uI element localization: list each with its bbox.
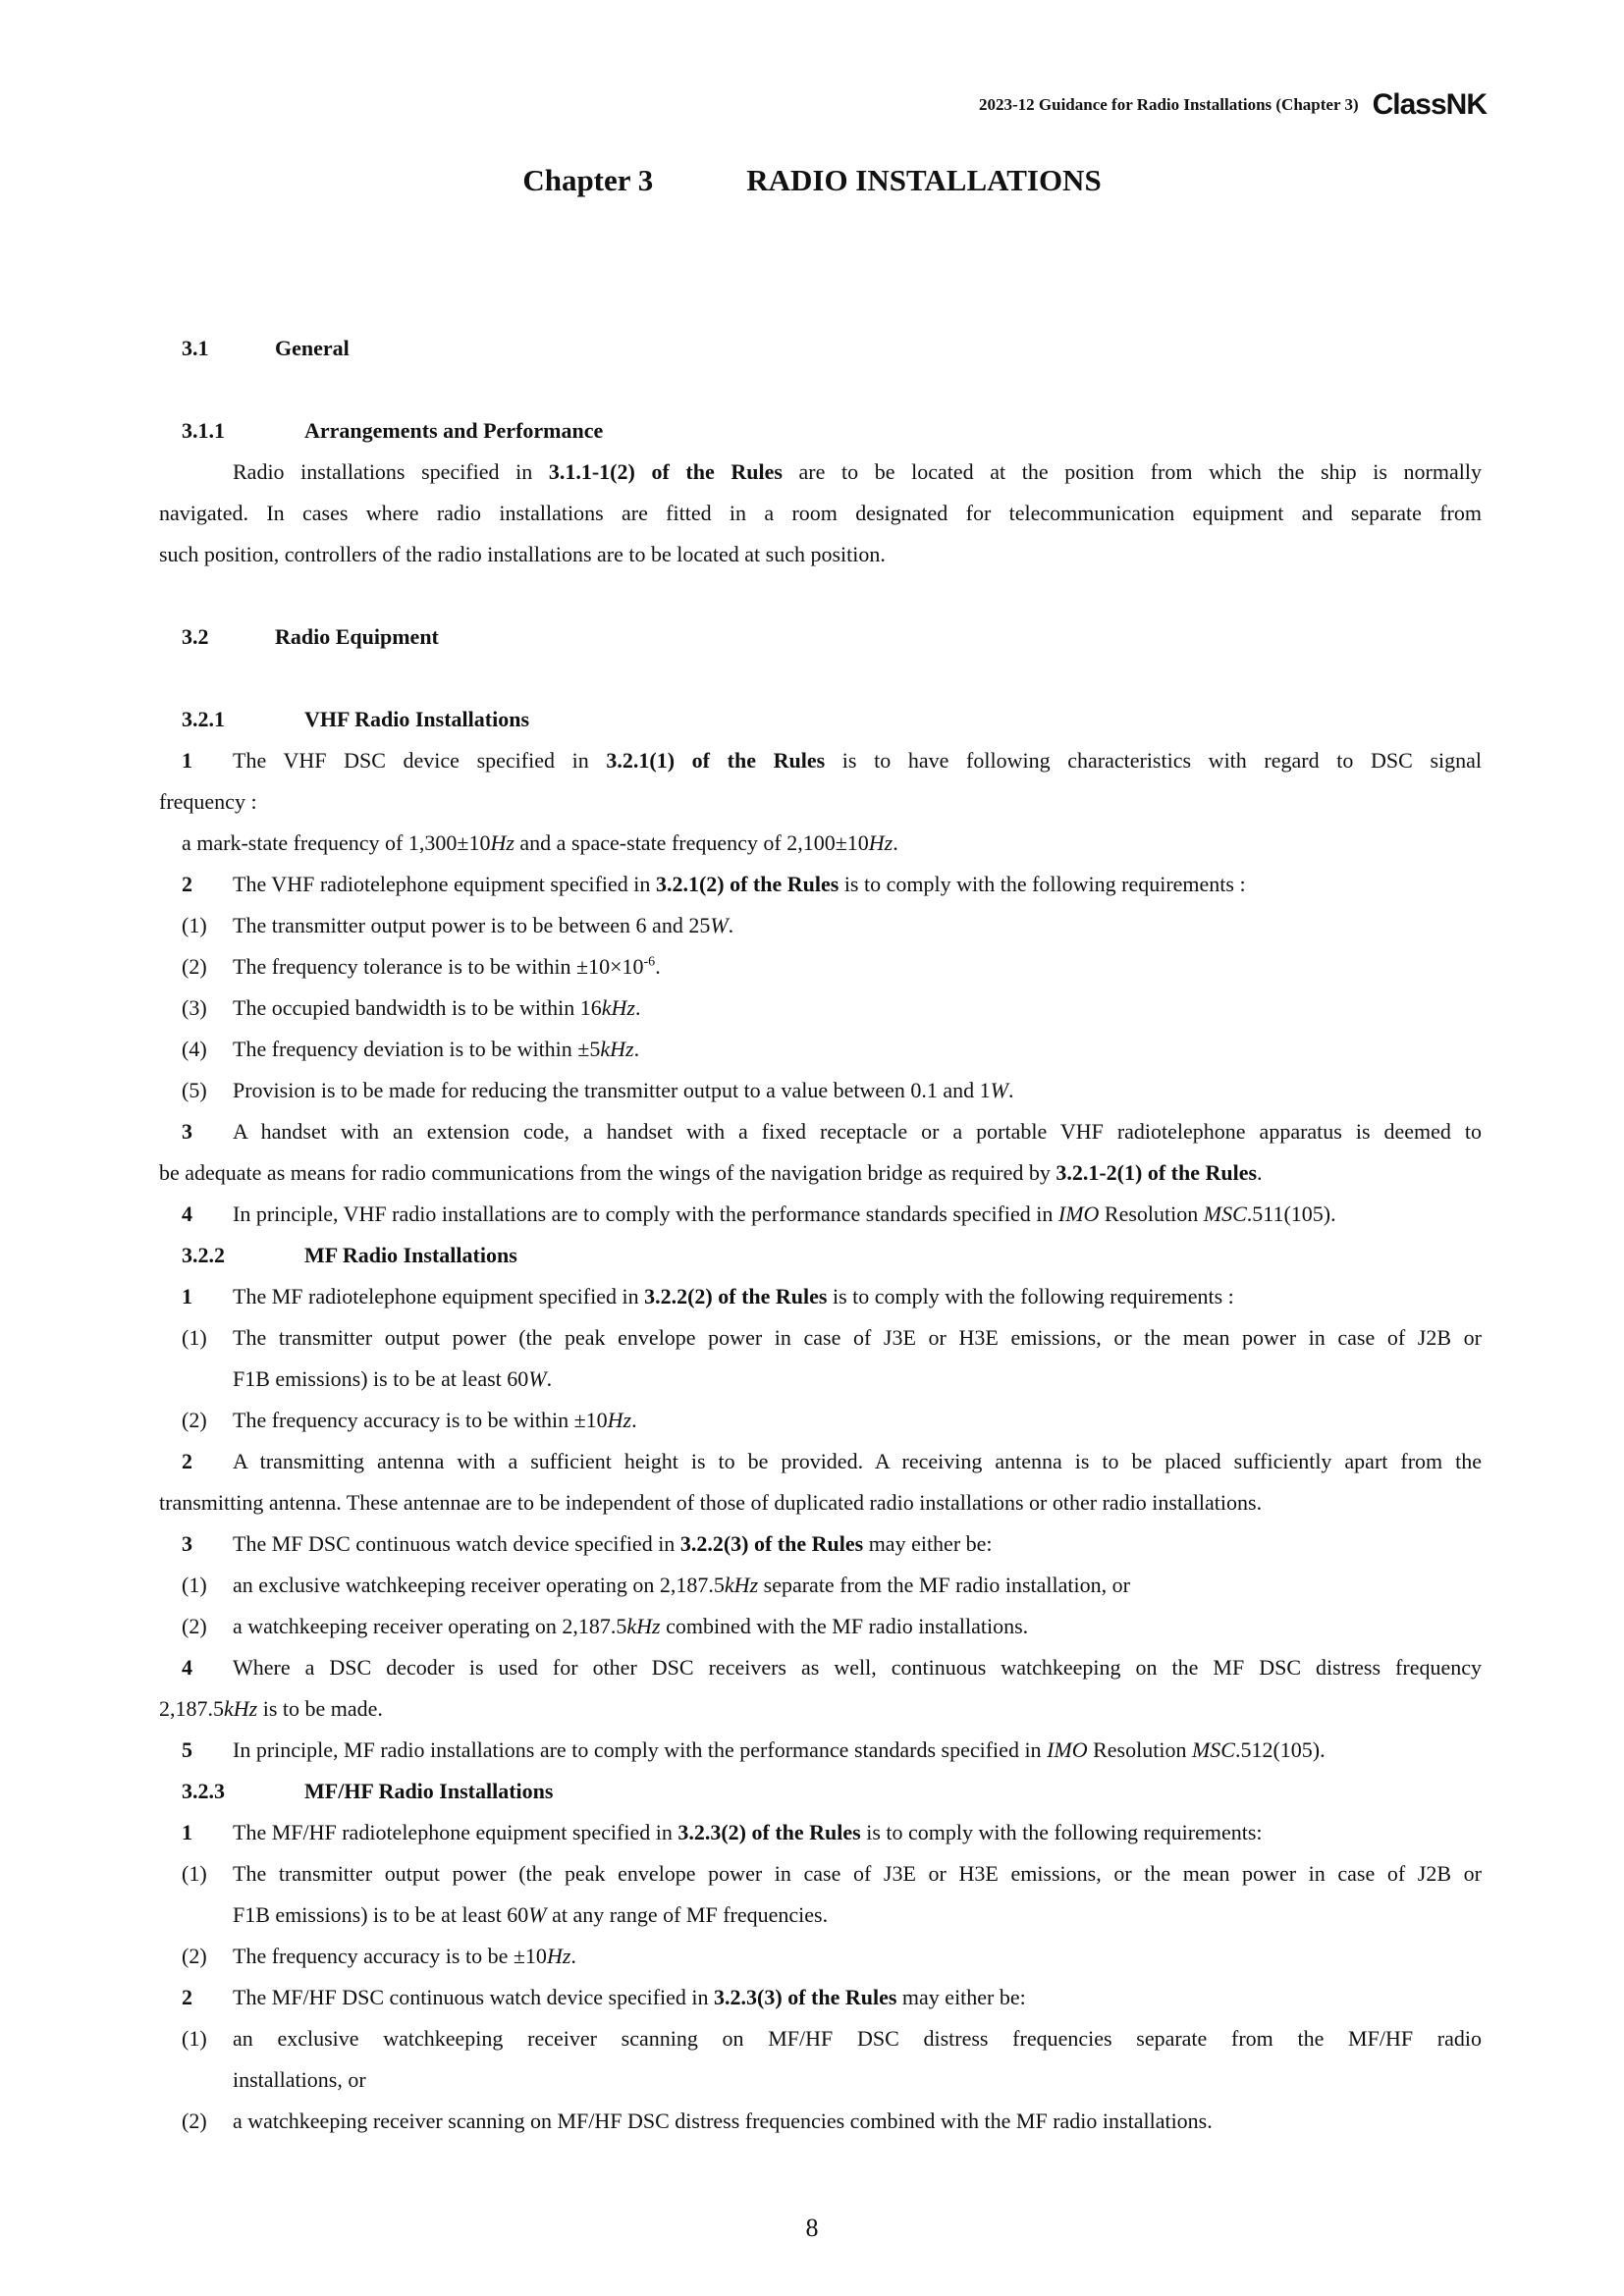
paragraph-number: 2 — [182, 1985, 192, 2009]
list-item-number: (2) — [182, 1408, 207, 1432]
paragraph-line: 2,187.5kHz is to be made. — [159, 1696, 383, 1721]
section-title-3-1: General — [275, 336, 350, 360]
list-item-number: (3) — [182, 995, 207, 1020]
list-item-number: (1) — [182, 1861, 207, 1886]
list-item: The frequency tolerance is to be within $\pm 10\times 10^{-6}$. — [233, 954, 661, 979]
chapter-number: Chapter 3 — [522, 163, 654, 197]
list-item-number: (1) — [182, 1573, 207, 1597]
list-item: The transmitter output power is to be between 6 and 25W. — [233, 913, 734, 937]
paragraph-line: The MF/HF radiotelephone equipment specified in 3.2.3(2) of the Rules is to comply with the following requirements: — [233, 1820, 1263, 1844]
rules-reference: 3.2.3(2) of the Rules — [677, 1820, 861, 1844]
running-title: 2023-12 Guidance for Radio Installations (Chapter 3) — [978, 95, 1359, 114]
list-item: The occupied bandwidth is to be within 16kHz. — [233, 995, 641, 1020]
paragraph-number: 2 — [182, 1449, 192, 1473]
paragraph-line: a mark-state frequency of 1,300±10Hz and a space-state frequency of 2,100±10Hz. — [182, 830, 898, 855]
paragraph-number: 4 — [182, 1655, 192, 1680]
section-number-3-2-2: 3.2.2 — [182, 1243, 225, 1267]
chapter-name: RADIO INSTALLATIONS — [746, 163, 1102, 197]
list-item-number: (2) — [182, 2109, 207, 2133]
paragraph-line: A transmitting antenna with a sufficient height is to be provided. A receiving antenna is to be placed sufficiently apart from the — [233, 1449, 1482, 1473]
paragraph-line: transmitting antenna. These antennae are to be independent of those of duplicated radio installations or other radio installations. — [159, 1490, 1263, 1515]
paragraph-number: 4 — [182, 1201, 192, 1226]
paragraph-line: navigated. In cases where radio installations are fitted in a room designated for telecommunication equipment and separate from — [159, 501, 1482, 525]
list-item: F1B emissions) is to be at least 60W at any range of MF frequencies. — [233, 1902, 829, 1927]
paragraph-number: 1 — [182, 748, 192, 773]
rules-reference: 3.2.2(2) of the Rules — [644, 1284, 828, 1308]
rules-reference: 3.2.1(2) of the Rules — [655, 872, 839, 896]
rules-reference: 3.2.2(3) of the Rules — [679, 1531, 864, 1556]
section-number-3-2: 3.2 — [182, 624, 209, 649]
list-item-number: (2) — [182, 1614, 207, 1638]
section-title-3-2-3: MF/HF Radio Installations — [304, 1779, 554, 1803]
list-item: The frequency deviation is to be within ±5kHz. — [233, 1037, 640, 1061]
list-item: The frequency accuracy is to be within ±10Hz. — [233, 1408, 637, 1432]
section-number-3-1: 3.1 — [182, 336, 209, 360]
section-number-3-2-1: 3.2.1 — [182, 707, 225, 731]
paragraph-line: Radio installations specified in 3.1.1-1(2) of the Rules are to be located at the position from which the ship is normally — [233, 459, 1482, 484]
paragraph-number: 1 — [182, 1820, 192, 1844]
paragraph-number: 1 — [182, 1284, 192, 1308]
section-title-3-2: Radio Equipment — [275, 624, 439, 649]
list-item: installations, or — [233, 2067, 366, 2092]
paragraph-line: The MF/HF DSC continuous watch device specified in 3.2.3(3) of the Rules may either be: — [233, 1985, 1026, 2009]
paragraph-line: frequency : — [159, 789, 257, 814]
paragraph-line: In principle, VHF radio installations are to comply with the performance standards specified in IMO Resolution MSC.511(105). — [233, 1201, 1336, 1226]
paragraph-number: 2 — [182, 872, 192, 896]
paragraph-number: 3 — [182, 1119, 192, 1144]
rules-reference: 3.2.3(3) of the Rules — [714, 1985, 897, 2009]
list-item: an exclusive watchkeeping receiver scanning on MF/HF DSC distress frequencies separate from the MF/HF radio — [233, 2026, 1482, 2051]
paragraph-line: The VHF DSC device specified in 3.2.1(1) of the Rules is to have following characteristics with regard to DSC signal — [233, 748, 1482, 773]
paragraph-line: In principle, MF radio installations are to comply with the performance standards specified in IMO Resolution MSC.512(105). — [233, 1737, 1326, 1762]
paragraph-line: Where a DSC decoder is used for other DSC receivers as well, continuous watchkeeping on the MF DSC distress frequency — [233, 1655, 1482, 1680]
paragraph-line: The MF DSC continuous watch device specified in 3.2.2(3) of the Rules may either be: — [233, 1531, 993, 1556]
section-title-3-2-1: VHF Radio Installations — [304, 707, 530, 731]
list-item: The transmitter output power (the peak envelope power in case of J3E or H3E emissions, or the mean power in case of J2B or — [233, 1325, 1482, 1350]
list-item: The transmitter output power (the peak envelope power in case of J3E or H3E emissions, or the mean power in case of J2B or — [233, 1861, 1482, 1886]
rules-reference: 3.2.1-2(1) of the Rules — [1056, 1160, 1258, 1185]
list-item-number: (5) — [182, 1078, 207, 1102]
paragraph-number: 3 — [182, 1531, 192, 1556]
section-title-3-2-2: MF Radio Installations — [304, 1243, 517, 1267]
list-item-number: (1) — [182, 1325, 207, 1350]
section-number-3-2-3: 3.2.3 — [182, 1779, 225, 1803]
list-item-number: (1) — [182, 913, 207, 937]
classnk-logo: ClassNK — [1372, 88, 1487, 121]
list-item-number: (2) — [182, 1944, 207, 1968]
page-number: 8 — [805, 2214, 819, 2242]
running-header — [979, 88, 1487, 122]
chapter-title — [0, 163, 1624, 198]
section-number-3-1-1: 3.1.1 — [182, 418, 225, 443]
paragraph-line: A handset with an extension code, a handset with a fixed receptacle or a portable VHF radiotelephone apparatus is deemed to — [233, 1119, 1482, 1144]
list-item-number: (1) — [182, 2026, 207, 2051]
list-item: an exclusive watchkeeping receiver operating on 2,187.5kHz separate from the MF radio installation, or — [233, 1573, 1130, 1597]
list-item-number: (4) — [182, 1037, 207, 1061]
rules-reference: 3.1.1-1(2) of the Rules — [548, 459, 783, 484]
paragraph-line: The MF radiotelephone equipment specified in 3.2.2(2) of the Rules is to comply with the following requirements : — [233, 1284, 1234, 1308]
rules-reference: 3.2.1(1) of the Rules — [606, 748, 826, 773]
paragraph-line: such position, controllers of the radio installations are to be located at such position. — [159, 542, 886, 566]
list-item: F1B emissions) is to be at least 60W. — [233, 1366, 553, 1391]
list-item: a watchkeeping receiver scanning on MF/HF DSC distress frequencies combined with the MF radio installations. — [233, 2109, 1213, 2133]
paragraph-number: 5 — [182, 1737, 192, 1762]
list-item: Provision is to be made for reducing the transmitter output to a value between 0.1 and 1W. — [233, 1078, 1014, 1102]
paragraph-line: The VHF radiotelephone equipment specified in 3.2.1(2) of the Rules is to comply with the following requirements : — [233, 872, 1246, 896]
section-title-3-1-1: Arrangements and Performance — [304, 418, 604, 443]
list-item-number: (2) — [182, 954, 207, 979]
list-item: a watchkeeping receiver operating on 2,187.5kHz combined with the MF radio installations. — [233, 1614, 1029, 1638]
list-item: The frequency accuracy is to be ±10Hz. — [233, 1944, 576, 1968]
paragraph-line: be adequate as means for radio communications from the wings of the navigation bridge as required by 3.2.1-2(1) of the Rules. — [159, 1160, 1263, 1185]
